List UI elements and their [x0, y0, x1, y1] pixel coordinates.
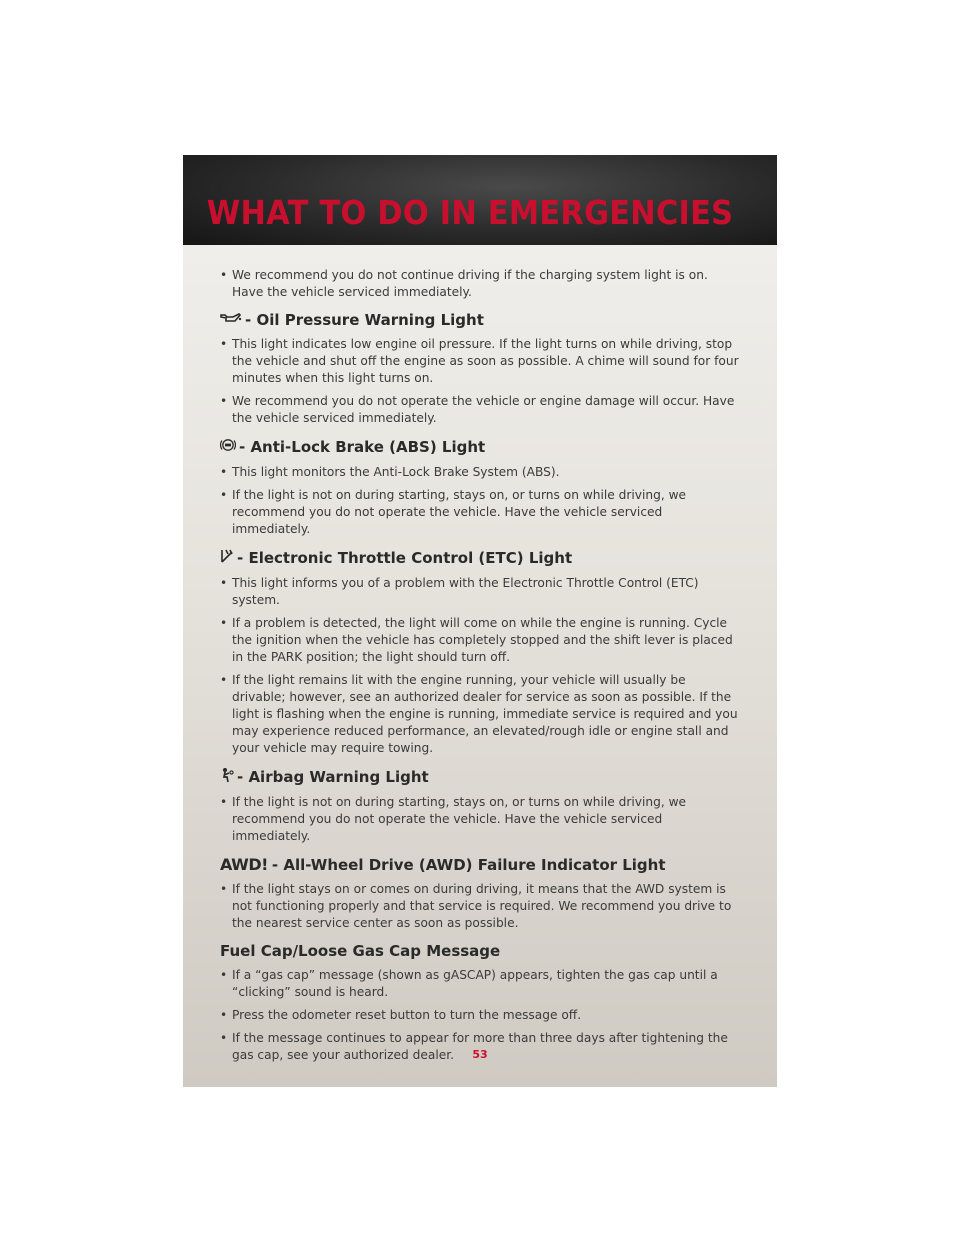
- bullet-item: • This light informs you of a problem with the Electronic Throttle Control (ETC) system.: [212, 575, 742, 609]
- bullet-item: • Press the odometer reset button to turn the message off.: [212, 1007, 742, 1024]
- abs-title: - Anti-Lock Brake (ABS) Light: [239, 438, 486, 456]
- awd-heading: [220, 855, 742, 874]
- bullet-item: • If a “gas cap” message (shown as gASCAP) appears, tighten the gas cap until a “clicking” sound is heard.: [212, 967, 742, 1001]
- bullet-item: • We recommend you do not operate the vehicle or engine damage will occur. Have the vehicle serviced immediately.: [212, 393, 742, 427]
- page-number: 53: [472, 1048, 488, 1061]
- abs-icon: [220, 437, 236, 457]
- etc-title: - Electronic Throttle Control (ETC) Light: [237, 549, 573, 567]
- bullet-item: • This light monitors the Anti-Lock Brake System (ABS).: [212, 464, 742, 481]
- bullet-item: • This light indicates low engine oil pressure. If the light turns on while driving, stop the vehicle and shut off the engine as soon as possible. A chime will sound for four minutes when this light turns on.: [212, 336, 742, 387]
- awd-title: - All-Wheel Drive (AWD) Failure Indicator Light: [271, 855, 666, 874]
- fuel-cap-heading: [220, 942, 742, 960]
- bullet-item: • If the light is not on during starting, stays on, or turns on while driving, we recommend you do not operate the vehicle. Have the vehicle serviced immediately.: [212, 487, 742, 538]
- bullet-item: • If the light remains lit with the engine running, your vehicle will usually be drivable; however, see an authorized dealer for service as soon as possible. If the light is flashing when the engine is running, immediate service is required and you may experience reduced performance, an elevated/rough idle or engine stall and your vehicle may require towing.: [212, 672, 742, 757]
- airbag-icon: [220, 767, 234, 787]
- fuel-cap-title: Fuel Cap/Loose Gas Cap Message: [220, 942, 501, 960]
- abs-heading: [220, 437, 742, 457]
- oil-pressure-heading: [220, 311, 742, 329]
- bullet-item: • If the light is not on during starting, stays on, or turns on while driving, we recommend you do not operate the vehicle. Have the vehicle serviced immediately.: [212, 794, 742, 845]
- bullet-item: • If the message continues to appear for more than three days after tightening the gas cap, see your authorized dealer.: [212, 1030, 742, 1064]
- awd-icon: AWD!: [220, 855, 268, 874]
- throttle-icon: [220, 548, 234, 568]
- bullet-item: • If the light stays on or comes on during driving, it means that the AWD system is not functioning properly and that service is required. We recommend you drive to the nearest service center as soon as possible.: [212, 881, 742, 932]
- bullet-item: • If a problem is detected, the light will come on while the engine is running. Cycle the ignition when the vehicle has completely stopped and the shift lever is placed in the PARK position; the light should turn off.: [212, 615, 742, 666]
- section-header-bar: [183, 155, 777, 245]
- etc-heading: [220, 548, 742, 568]
- airbag-heading: [220, 767, 742, 787]
- bullet-item: • We recommend you do not continue driving if the charging system light is on. Have the vehicle serviced immediately.: [212, 267, 742, 301]
- manual-page: [183, 155, 777, 1087]
- oil-can-icon: [220, 311, 242, 329]
- page-content: [212, 267, 742, 1070]
- airbag-title: - Airbag Warning Light: [237, 768, 429, 786]
- oil-pressure-title: - Oil Pressure Warning Light: [245, 311, 484, 329]
- section-title: WHAT TO DO IN EMERGENCIES: [206, 193, 733, 232]
